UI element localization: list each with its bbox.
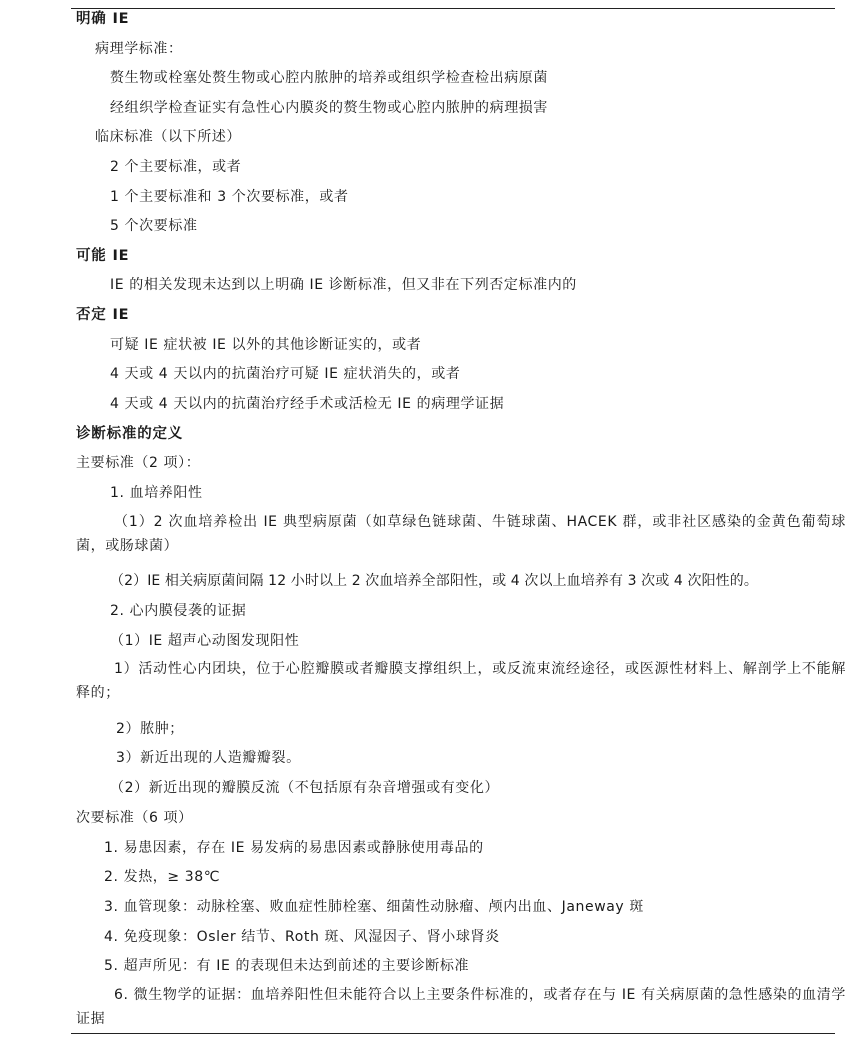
pathology-item: 赘生物或栓塞处赘生物或心腔内脓肿的培养或组织学检查检出病原菌 (110, 70, 548, 86)
minor-item: 2. 发热，≥ 38℃ (104, 869, 221, 885)
pathology-item: 经组织学检查证实有急性心内膜炎的赘生物或心腔内脓肿的病理损害 (110, 100, 548, 116)
major-item-blood-culture-b: （2）IE 相关病原菌间隔 12 小时以上 2 次血培养全部阳性，或 4 次以上血培养有 3 次或 4 次阳性的。 (110, 573, 758, 589)
rejected-item: 4 天或 4 天以内的抗菌治疗经手术或活检无 IE 的病理学证据 (110, 396, 505, 412)
minor-item: 1. 易患因素，存在 IE 易发病的易患因素或静脉使用毒品的 (104, 840, 484, 856)
major-criteria-label: 主要标准（2 项）： (76, 455, 201, 471)
clinical-label: 临床标准（以下所述） (95, 129, 241, 145)
heading-definitions: 诊断标准的定义 (76, 426, 184, 442)
major-item-echo-1: 1）活动性心内团块，位于心腔瓣膜或者瓣膜支撑组织上，或反流束流经途径，或医源性材料上、解剖学上不能解释的； (76, 661, 846, 701)
major-item-echo: （1）IE 超声心动图发现阳性 (110, 633, 300, 649)
heading-possible-ie: 可能 IE (76, 248, 130, 264)
possible-text: IE 的相关发现未达到以上明确 IE 诊断标准，但又非在下列否定标准内的 (110, 277, 577, 293)
major-item-endocardial: 2. 心内膜侵袭的证据 (110, 603, 247, 619)
heading-rejected-ie: 否定 IE (76, 307, 130, 323)
minor-item: 5. 超声所见：有 IE 的表现但未达到前述的主要诊断标准 (104, 958, 470, 974)
clinical-item: 1 个主要标准和 3 个次要标准，或者 (110, 189, 349, 205)
major-item-blood-culture: 1. 血培养阳性 (110, 485, 203, 501)
minor-criteria-label: 次要标准（6 项） (76, 810, 193, 826)
minor-item: 4. 免疫现象：Osler 结节、Roth 斑、风湿因子、肾小球肾炎 (104, 929, 500, 945)
bottom-rule (71, 1033, 835, 1034)
clinical-item: 5 个次要标准 (110, 218, 198, 234)
rejected-item: 4 天或 4 天以内的抗菌治疗可疑 IE 症状消失的，或者 (110, 366, 461, 382)
major-item-blood-culture-a: （1）2 次血培养检出 IE 典型病原菌（如草绿色链球菌、牛链球菌、HACEK 群，或非社区感染的金黄色葡萄球菌，或肠球菌） (76, 514, 846, 554)
rejected-item: 可疑 IE 症状被 IE 以外的其他诊断证实的，或者 (110, 337, 422, 353)
major-item-echo-3: 3）新近出现的人造瓣瓣裂。 (116, 750, 301, 766)
minor-item: 6. 微生物学的证据：血培养阳性但未能符合以上主要条件标准的，或者存在与 IE 有关病原菌的急性感染的血清学证据 (76, 987, 846, 1027)
clinical-item: 2 个主要标准，或者 (110, 159, 242, 175)
minor-item: 3. 血管现象：动脉栓塞、败血症性肺栓塞、细菌性动脉瘤、颅内出血、Janeway 斑 (104, 899, 644, 915)
heading-definite-ie: 明确 IE (76, 11, 130, 27)
pathology-label: 病理学标准： (95, 41, 183, 57)
major-item-echo-2: 2）脓肿； (116, 721, 184, 737)
major-item-regurgitation: （2）新近出现的瓣膜反流（不包括原有杂音增强或有变化） (110, 780, 500, 796)
